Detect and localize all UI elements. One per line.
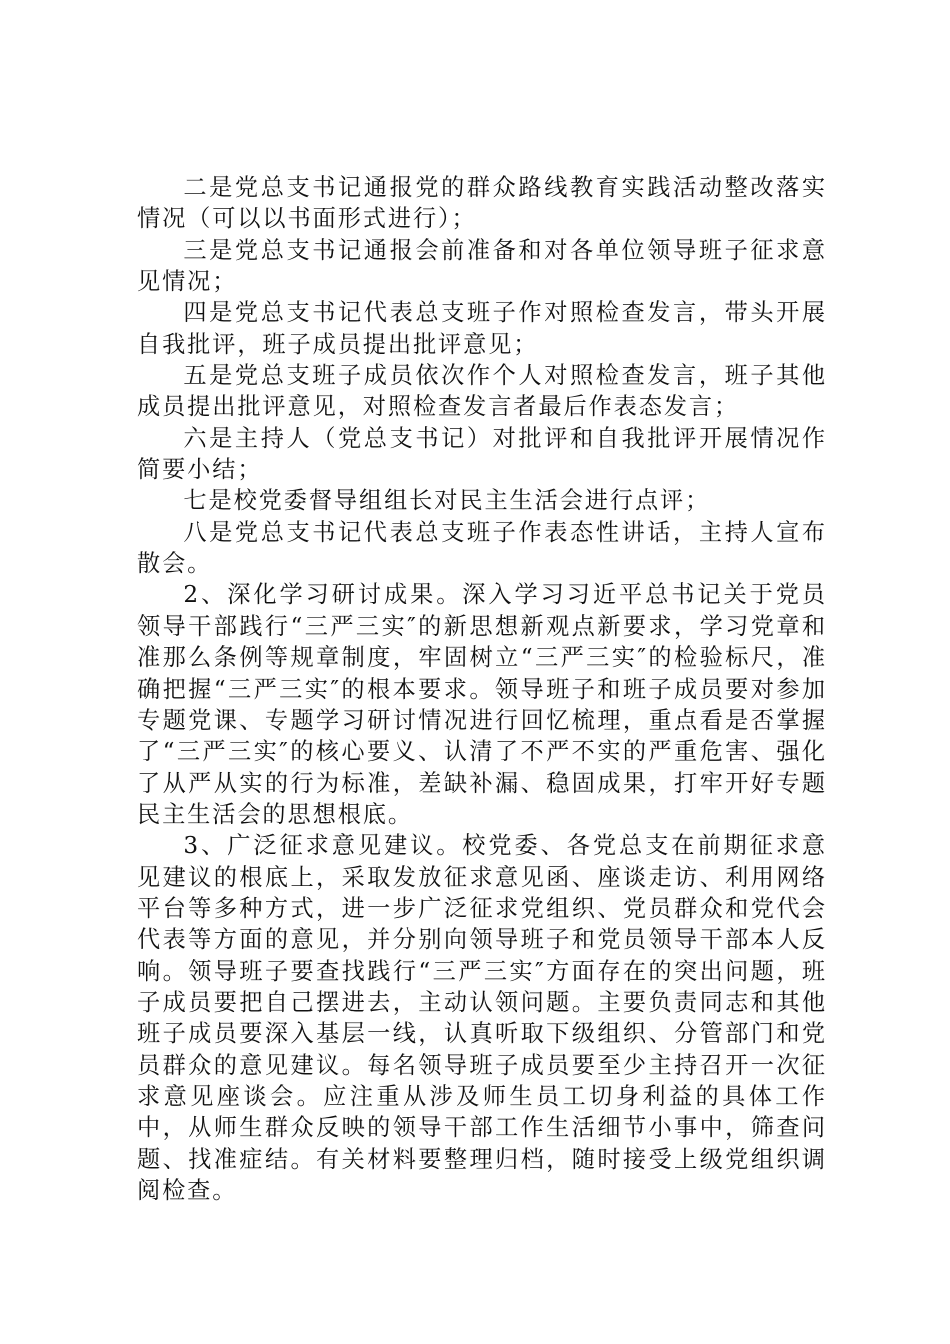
paragraph-item-7: 七是校党委督导组组长对民主生活会进行点评； <box>183 487 711 515</box>
paragraph-item-3: 三是党总支书记通报会前准备和对各单位领导班子征求意见情况； <box>137 236 827 296</box>
document-body <box>137 172 827 1206</box>
paragraph-item-8: 八是党总支书记代表总支班子作表态性讲话，主持人宣布散会。 <box>137 518 827 578</box>
paragraph-item-5: 五是党总支班子成员依次作个人对照检查发言，班子其他成员提出批评意见，对照检查发言者最后作表态发言； <box>137 362 827 421</box>
paragraph-item-4: 四是党总支书记代表总支班子作对照检查发言，带头开展自我批评，班子成员提出批评意见； <box>137 299 827 358</box>
paragraph-item-6: 六是主持人（党总支书记）对批评和自我批评开展情况作简要小结； <box>137 424 827 484</box>
paragraph-section-2: 2、深化学习研讨成果。深入学习习近平总书记关于党员领导干部践行“三严三实″的新思想新观点新要求，学习党章和准那么条例等规章制度，牢固树立“三严三实″的检验标尺，准确把握“三严三实″的根本要求。领导班子和班子成员要对参加专题党课、专题学习研讨情况进行回忆梳理，重点看是否掌握了“三严三实″的核心要义、认清了不严不实的严重危害、强化了从严从实的行为标准，差缺补漏、稳固成果，打牢开好专题民主生活会的思想根底。 <box>137 581 827 828</box>
paragraph-item-2: 二是党总支书记通报党的群众路线教育实践活动整改落实情况（可以以书面形式进行）； <box>137 174 827 233</box>
paragraph-section-3: 3、广泛征求意见建议。校党委、各党总支在前期征求意见建议的根底上，采取发放征求意见函、座谈走访、利用网络平台等多种方式，进一步广泛征求党组织、党员群众和党代会代表等方面的意见，并分别向领导班子和党员领导干部本人反响。领导班子要查找践行“三严三实″方面存在的突出问题，班子成员要把自己摆进去，主动认领问题。主要负责同志和其他班子成员要深入基层一线，认真听取下级组织、分管部门和党员群众的意见建议。每名领导班子成员要至少主持召开一次征求意见座谈会。应注重从涉及师生员工切身利益的具体工作中，从师生群众反映的领导干部工作生活细节小事中，筛查问题、找准症结。有关材料要整理归档，随时接受上级党组织调阅检查。 <box>137 832 827 1204</box>
